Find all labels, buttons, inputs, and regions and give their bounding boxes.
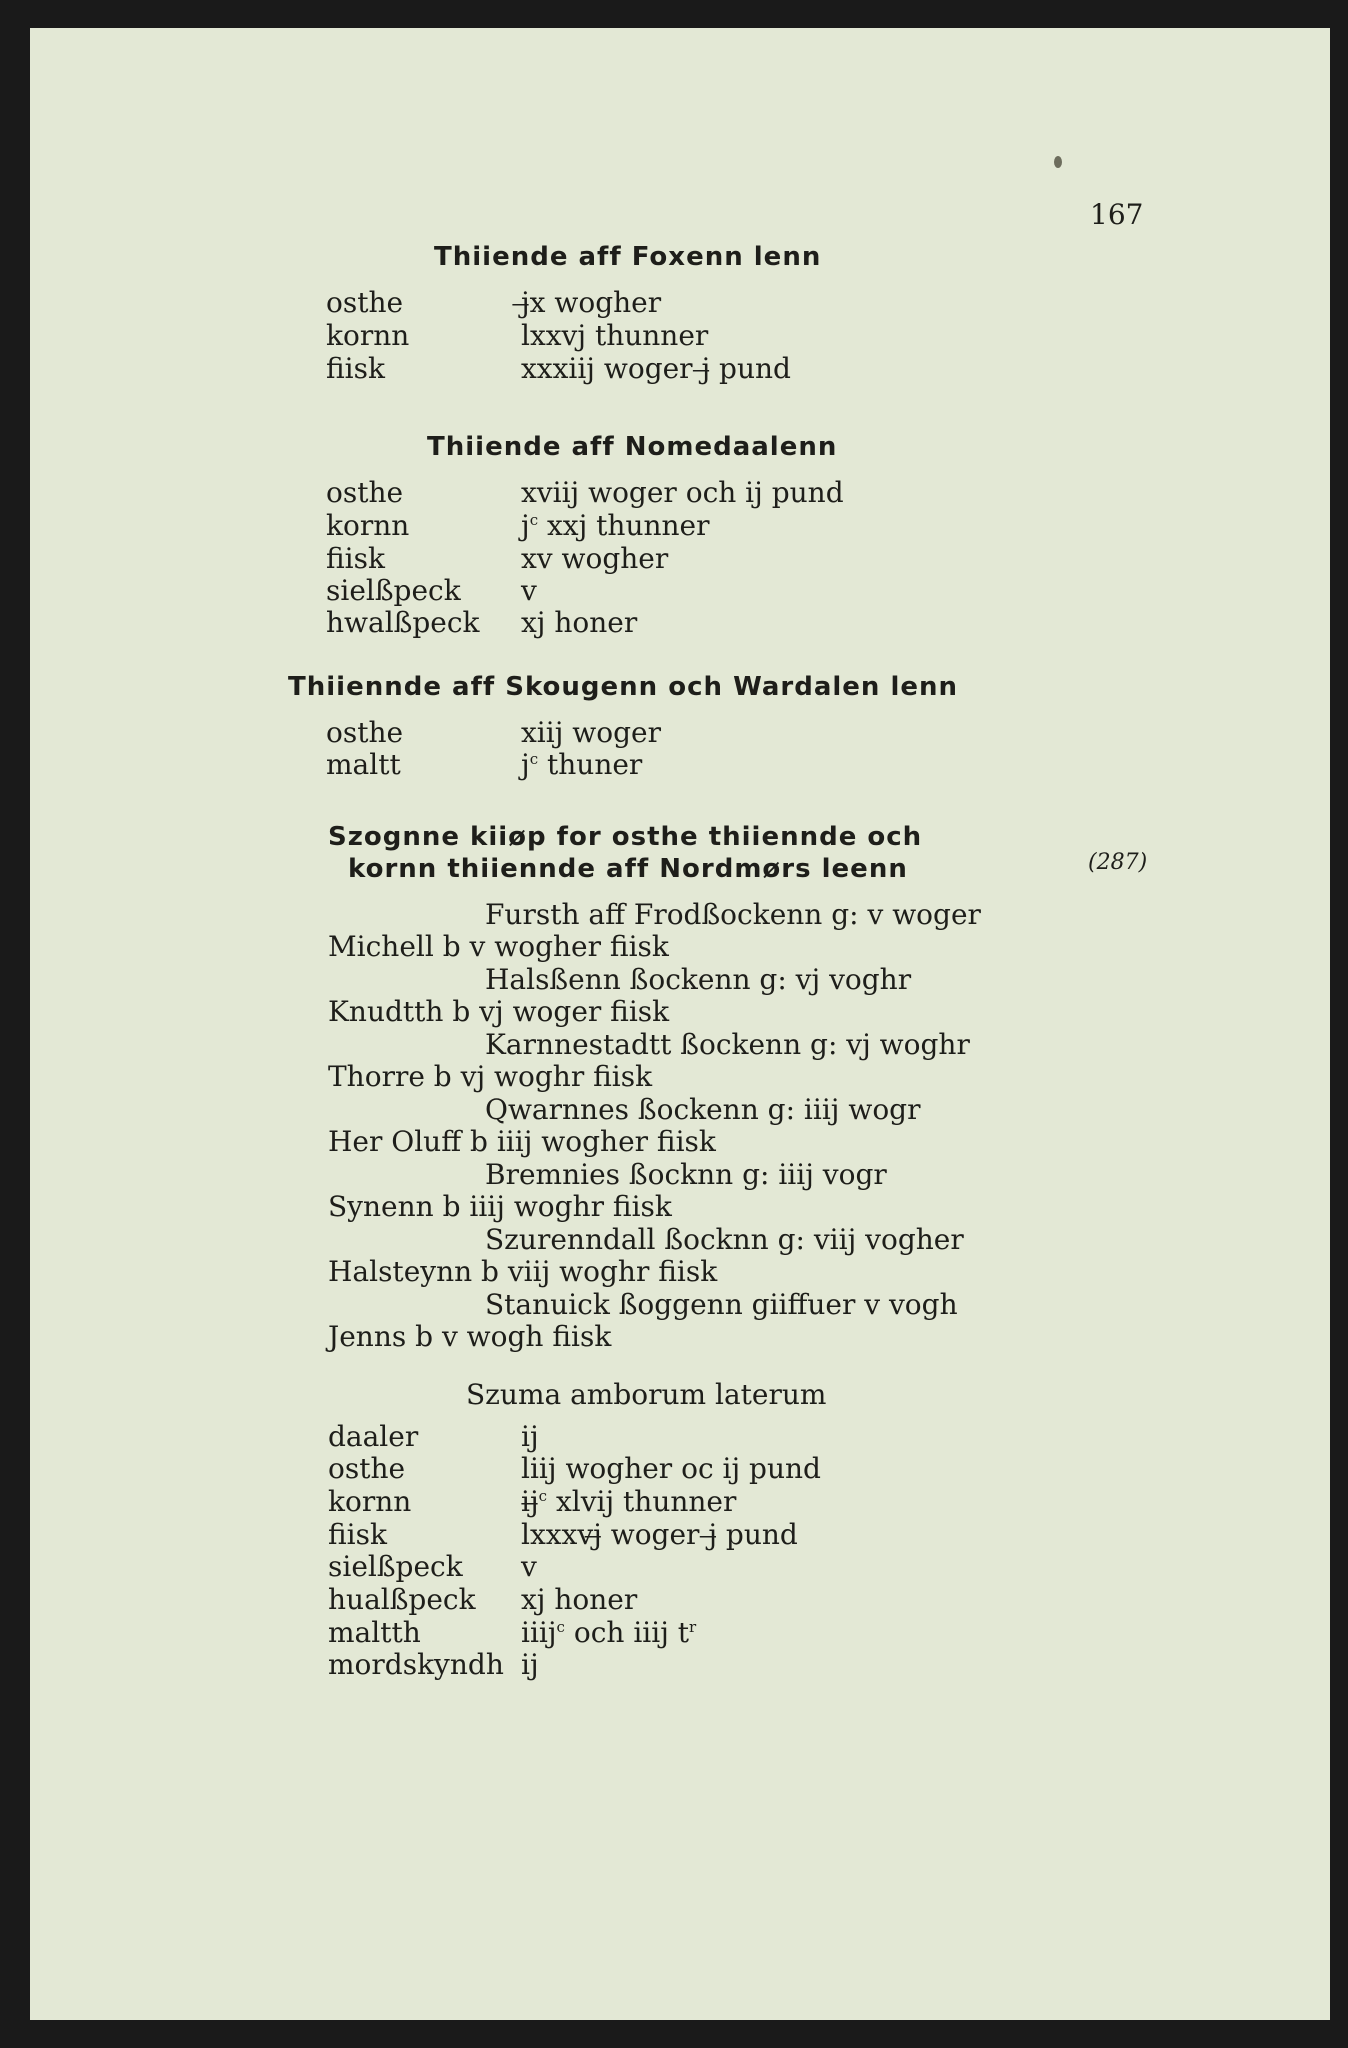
nomedaal-amount: xj honer xyxy=(521,606,638,639)
summa-item: daaler xyxy=(328,1420,419,1453)
szogne-line: Jenns b v wogh fiisk xyxy=(328,1320,612,1353)
summa-amount: xj honer xyxy=(521,1583,638,1616)
szogne-line: Stanuick ßoggenn giiffuer v vogh xyxy=(485,1288,958,1321)
summa-item: mordskyndh xyxy=(328,1648,504,1681)
summa-amount: v xyxy=(521,1550,537,1583)
foxen-item: fiisk xyxy=(326,352,385,385)
summa-item: kornn xyxy=(328,1485,412,1518)
foxen-amount: xxxiij woger j̶ pund xyxy=(521,352,791,385)
nomedaal-item: hwalßpeck xyxy=(326,606,480,639)
szogne-line: Fursth aff Frodßockenn g: v woger xyxy=(485,898,981,931)
section-title-summa: Szuma amborum laterum xyxy=(466,1378,827,1411)
nomedaal-amount: xv wogher xyxy=(521,542,669,575)
nomedaal-amount: $j^c$ xxj thunner xyxy=(521,509,710,542)
summa-item: osthe xyxy=(328,1452,406,1485)
page xyxy=(30,28,1330,2020)
szogne-line: Halsteynn b viij woghr fiisk xyxy=(328,1255,718,1288)
summa-amount: ij xyxy=(521,1420,539,1453)
skougen-amount: xiij woger xyxy=(521,716,661,749)
skougen-item: osthe xyxy=(326,716,404,749)
szogne-line: Synenn b iiij woghr fiisk xyxy=(328,1190,672,1223)
summa-item: fiisk xyxy=(328,1518,387,1551)
ink-spot xyxy=(1054,156,1062,168)
szogne-line: Bremnies ßocknn g: iiij vogr xyxy=(485,1158,887,1191)
summa-amount: ij xyxy=(521,1648,539,1681)
margin-note: (287) xyxy=(1088,850,1148,875)
summa-amount: iiij$^c$ och iiij $t^r$ xyxy=(521,1616,697,1649)
nomedaal-item: sielßpeck xyxy=(326,574,461,607)
summa-amount: lxxxvj̶ woger j̶ pund xyxy=(521,1518,798,1551)
summa-amount: liij wogher oc ij pund xyxy=(521,1452,821,1485)
szogne-line: Qwarnnes ßockenn g: iiij wogr xyxy=(485,1093,921,1126)
skougen-item: maltt xyxy=(326,748,401,781)
nomedaal-amount: v xyxy=(521,574,537,607)
section-title-skougen: Thiiennde aff Skougenn och Wardalen lenn xyxy=(288,672,959,702)
szogne-line: Halsßenn ßockenn g: vj voghr xyxy=(485,963,912,996)
summa-item: hualßpeck xyxy=(328,1583,476,1616)
section-title-nomedaal: Thiiende aff Nomedaalenn xyxy=(427,432,838,462)
nomedaal-item: kornn xyxy=(326,509,410,542)
section-title-foxen: Thiiende aff Foxenn lenn xyxy=(434,242,822,272)
nomedaal-item: osthe xyxy=(326,476,404,509)
szogne-line: Thorre b vj woghr fiisk xyxy=(328,1060,653,1093)
szogne-line: Karnnestadtt ßockenn g: vj woghr xyxy=(485,1028,970,1061)
nomedaal-item: fiisk xyxy=(326,542,385,575)
foxen-amount: j̶x wogher xyxy=(521,286,662,319)
page-number: 167 xyxy=(1090,198,1144,231)
foxen-amount: lxxvj thunner xyxy=(521,319,709,352)
szogne-line: Knudtth b vj woger fiisk xyxy=(328,995,670,1028)
nomedaal-amount: xviij woger och ij pund xyxy=(521,476,844,509)
szogne-line: Szurenndall ßocknn g: viij vogher xyxy=(485,1223,964,1256)
summa-item: sielßpeck xyxy=(328,1550,463,1583)
foxen-item: osthe xyxy=(326,286,404,319)
foxen-item: kornn xyxy=(326,319,410,352)
skougen-amount: $j^c$ thuner xyxy=(521,748,643,781)
section-title-szogne-line2: kornn thiiennde aff Nordmørs leenn xyxy=(348,854,908,884)
summa-amount: ij̶$^c$ xlvij thunner xyxy=(521,1485,737,1518)
szogne-line: Michell b v wogher fiisk xyxy=(328,930,669,963)
section-title-szogne-line1: Szognne kiiøp for osthe thiiennde och xyxy=(328,822,923,852)
szogne-line: Her Oluff b iiij wogher fiisk xyxy=(328,1125,716,1158)
summa-item: maltth xyxy=(328,1616,421,1649)
